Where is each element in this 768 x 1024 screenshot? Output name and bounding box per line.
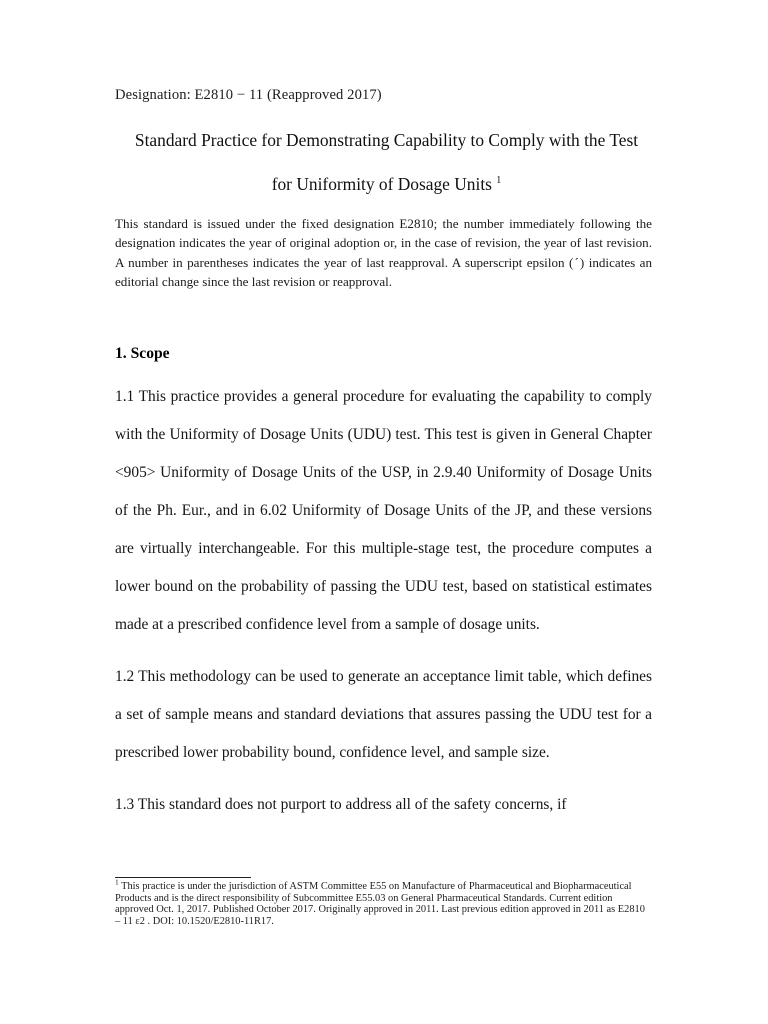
- paragraph-1-1: 1.1 This practice provides a general procedure for evaluating the capability to comply with the Uniformity of Dosage Units (UDU) test. This test is given in General Chapter <905> Uniformity of Dosage Units of the USP, in 2.9.40 Uniformity of Dosage Units of the Ph. Eur., and in 6.02 Uniformity of Dosage Units of the JP, and these versions are virtually interchangeable. For this multiple-stage test, the procedure computes a lower bound on the probability of passing the UDU test, based on statistical estimates made at a prescribed confidence level from a sample of dosage units.: [115, 387, 652, 633]
- footnote-body-text: This practice is under the jurisdiction of ASTM Committee E55 on Manufacture of Pharmaceutical and Biopharmaceutical Products and is the direct responsibility of Subcommittee E55.03 on General Pharmaceutical Standards. Current edition approved Oct. 1, 2017. Published October 2017. Originally approved in 2011. Last previous edition approved in 2011 as E2810 – 11 ε2 . DOI: 10.1520/E2810-11R17.: [115, 881, 645, 928]
- title-line-1: Standard Practice for Demonstrating Capability to Comply with the Test: [134, 130, 639, 150]
- footnote-block: [115, 877, 652, 928]
- section-heading-scope: 1. Scope: [115, 344, 170, 362]
- footnote-separator-rule: [115, 877, 251, 878]
- page-title: [115, 118, 652, 206]
- designation-line: Designation: E2810 − 11 (Reapproved 2017): [115, 87, 382, 103]
- title-line-2: for Uniformity of Dosage Units: [271, 174, 492, 194]
- title-footnote-marker: 1: [496, 175, 502, 187]
- document-body: [115, 86, 652, 824]
- paragraph-1-2: 1.2 This methodology can be used to generate an acceptance limit table, which defines a set of sample means and standard deviations that assures passing the UDU test for a prescribed lower probability bound, confidence level, and sample size.: [115, 667, 652, 761]
- paragraph-1-3: 1.3 This standard does not purport to address all of the safety concerns, if: [115, 795, 567, 813]
- standard-issue-notice: This standard is issued under the fixed designation E2810; the number immediately following the designation indicates the year of original adoption or, in the case of revision, the year of last revision. A number in parentheses indicates the year of last reapproval. A superscript epsilon (ˊ) indicates an editorial change since the last revision or reapproval.: [115, 216, 652, 290]
- footnote-content: [115, 877, 652, 928]
- footnote-marker: 1: [115, 877, 119, 887]
